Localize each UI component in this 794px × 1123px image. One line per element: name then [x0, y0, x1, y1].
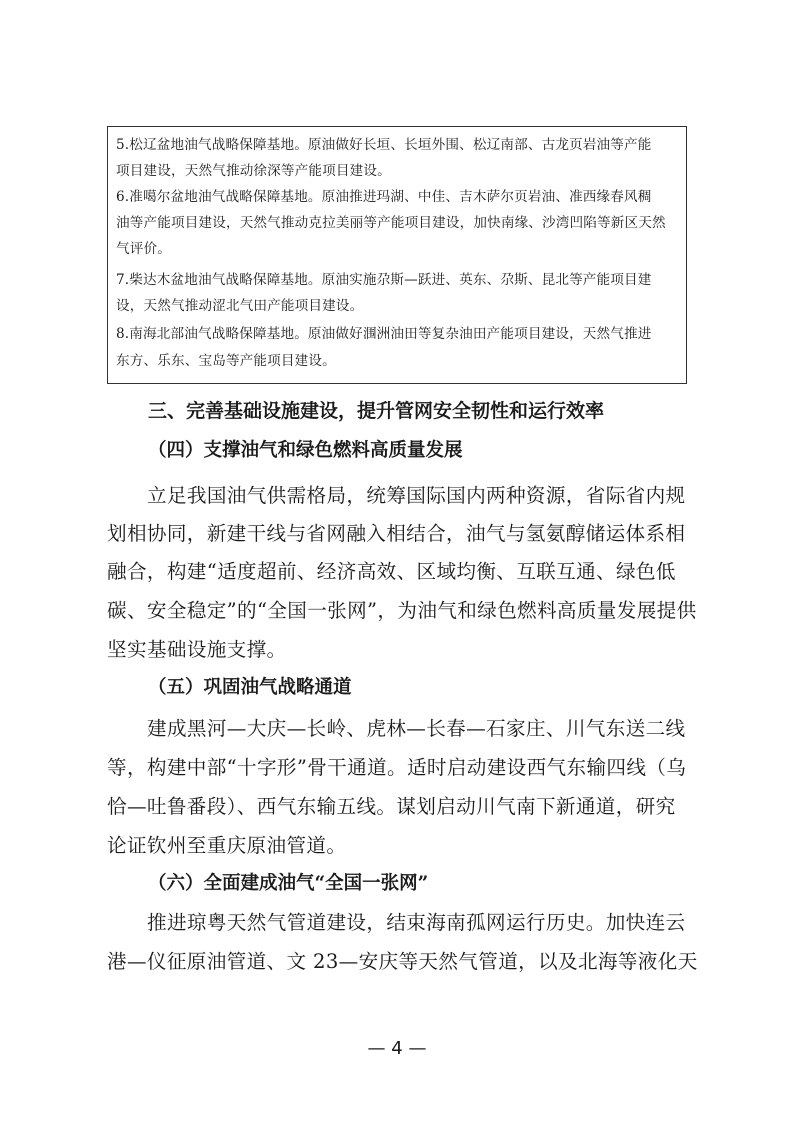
subsection-heading: （六）全面建成油气“全国一张网” [148, 873, 429, 894]
paragraph-line: 推进琼粤天然气管道建设，结束海南孤网运行历史。加快连云 [147, 911, 686, 934]
paragraph-line: 等，构建中部“十字形”骨干通道。适时启动建设西气东输四线（乌 [107, 756, 687, 779]
page-number: — 4 — [367, 1038, 427, 1059]
paragraph-line: 碳、安全稳定”的“全国一张网”，为油气和绿色燃料高质量发展提供 [107, 599, 697, 622]
box-line: 气评价。 [116, 241, 171, 257]
paragraph-line: 坚实基础设施支撑。 [107, 638, 287, 661]
box-line: 设，天然气推动涩北气田产能项目建设。 [116, 298, 364, 314]
box-line: 7.柴达木盆地油气战略保障基地。原油实施尕斯—跃进、英东、尕斯、昆北等产能项目建 [116, 272, 652, 288]
paragraph-line: 融合，构建“适度超前、经济高效、区域均衡、互联互通、绿色低 [107, 560, 676, 583]
section-heading: 三、完善基础设施建设，提升管网安全韧性和运行效率 [148, 400, 605, 422]
paragraph-line: 划相协同，新建干线与省网融入相结合，油气与氢氨醇储运体系相 [107, 522, 686, 545]
box-line: 6.准噶尔盆地油气战略保障基地。原油推进玛湖、中佳、吉木萨尔页岩油、准西缘春风稠 [116, 189, 652, 205]
bases-textbox [107, 126, 687, 384]
paragraph-line: 建成黑河—大庆—长岭、虎林—长春—石家庄、川气东送二线 [147, 717, 686, 740]
paragraph-line: 港—仪征原油管道、文 23—安庆等天然气管道，以及北海等液化天 [107, 950, 698, 973]
box-line: 项目建设，天然气推动徐深等产能项目建设。 [116, 163, 391, 179]
box-line: 东方、乐东、宝岛等产能项目建设。 [116, 353, 336, 369]
paragraph-line: 立足我国油气供需格局，统筹国际国内两种资源，省际省内规 [147, 484, 686, 507]
subsection-heading: （五）巩固油气战略通道 [148, 677, 352, 698]
subsection-heading: （四）支撑油气和绿色燃料高质量发展 [148, 440, 463, 461]
paragraph-line: 论证钦州至重庆原油管道。 [107, 834, 347, 857]
paragraph-line: 恰—吐鲁番段）、西气东输五线。谋划启动川气南下新通道，研究 [107, 795, 676, 818]
box-line: 油等产能项目建设，天然气推动克拉美丽等产能项目建设，加快南缘、沙湾凹陷等新区天然 [116, 215, 666, 231]
box-line: 5.松辽盆地油气战略保障基地。原油做好长垣、长垣外围、松辽南部、古龙页岩油等产能 [116, 137, 652, 153]
box-line: 8.南海北部油气战略保障基地。原油做好涠洲油田等复杂油田产能项目建设，天然气推进 [116, 326, 652, 342]
